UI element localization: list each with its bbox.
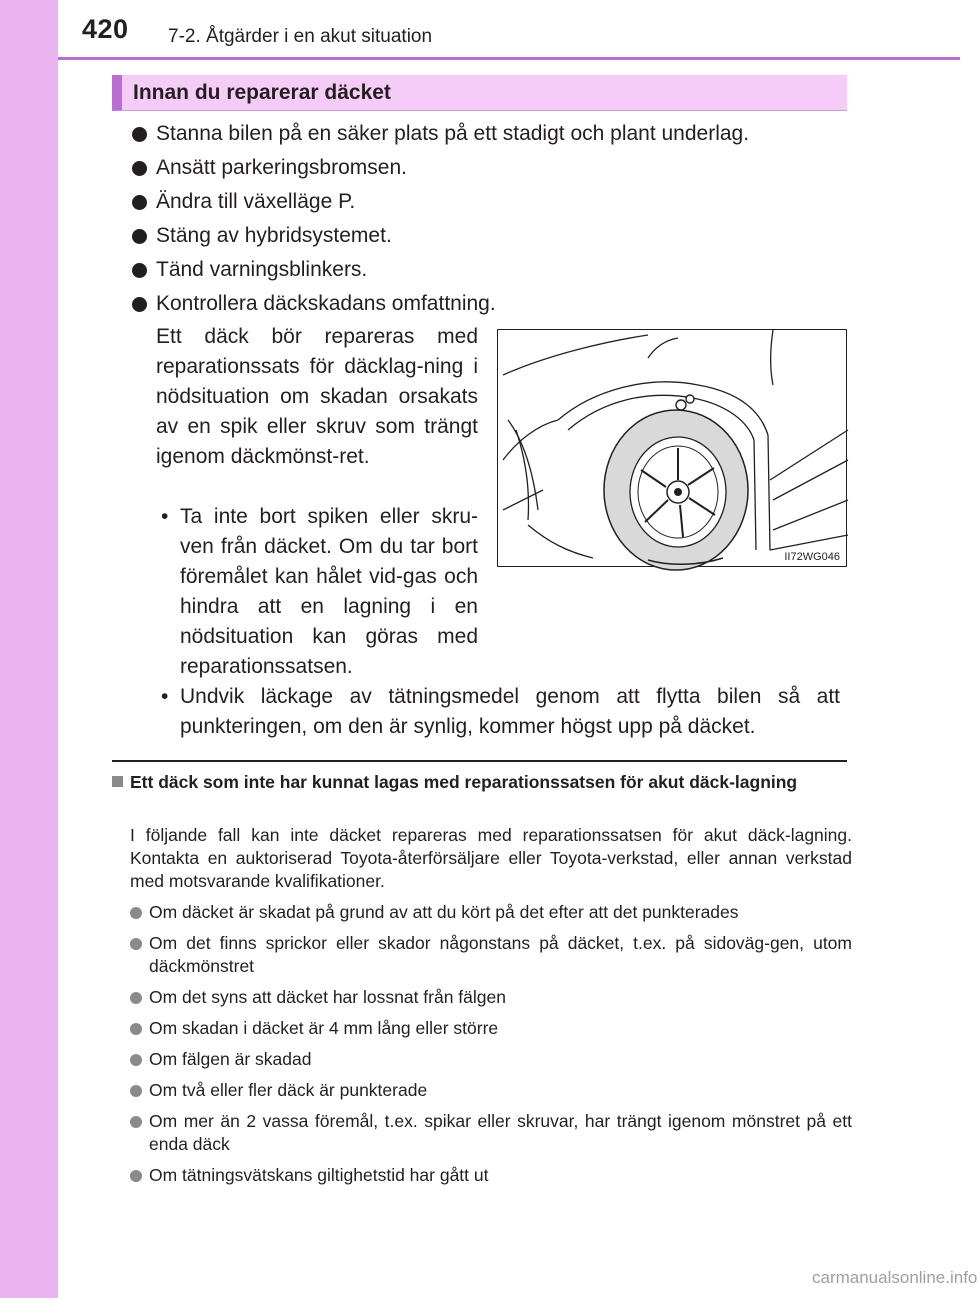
header-divider — [58, 57, 960, 60]
bullet-icon — [130, 992, 142, 1004]
note-avoid-leak: • Undvik läckage av tätningsmedel genom att flytta bilen så att punkteringen, om den är synlig, kommer högst upp på däcket. — [156, 682, 840, 742]
bullet-icon — [130, 907, 142, 919]
bullet-icon — [132, 297, 147, 312]
flat-tire-illustration — [497, 329, 847, 567]
note-bullet: • — [161, 505, 169, 528]
bullet-icon — [132, 127, 147, 142]
list-item: Tänd varningsblinkers. — [130, 256, 860, 290]
list-item: Om mer än 2 vassa föremål, t.ex. spikar eller skruvar, har trängt igenom mönstret på ett enda däck — [130, 1110, 852, 1156]
list-item: Stäng av hybridsystemet. — [130, 222, 860, 256]
bullet-icon — [130, 1023, 142, 1035]
figure-code: II72WG046 — [784, 551, 840, 563]
list-item: Ändra till växelläge P. — [130, 188, 860, 222]
info-body: I följande fall kan inte däcket repareras med reparationssatsen för akut däck-lagning. Kontakta en auktoriserad Toyota-återförsäljare eller Toyota-verkstad, eller annan verkstad med motsvarande kvalifikationer. — [130, 825, 852, 891]
page-number: 420 — [82, 14, 129, 44]
list-item: Ansätt parkeringsbromsen. — [130, 154, 860, 188]
section-heading: Innan du reparerar däcket — [133, 81, 391, 104]
condition-list — [130, 901, 852, 1187]
square-bullet-icon — [112, 776, 123, 787]
watermark: carmanualsonline.info — [812, 1268, 977, 1287]
bullet-icon — [130, 1085, 142, 1097]
bullet-icon — [130, 938, 142, 950]
list-item: Stanna bilen på en säker plats på ett stadigt och plant underlag. — [130, 120, 860, 154]
list-item: Om fälgen är skadad — [130, 1048, 852, 1071]
list-item: Om skadan i däcket är 4 mm lång eller större — [130, 1017, 852, 1040]
section-title: 7-2. Åtgärder i en akut situation — [168, 26, 433, 47]
bullet-icon — [132, 229, 147, 244]
bullet-icon — [130, 1116, 142, 1128]
list-item: Om däcket är skadat på grund av att du kört på det efter att det punkterades — [130, 901, 852, 924]
bullet-icon — [132, 161, 147, 176]
bullet-icon — [130, 1170, 142, 1182]
note-bullet: • — [161, 685, 169, 708]
list-item: Om tätningsvätskans giltighetstid har gått ut — [130, 1164, 852, 1187]
page-sidebar-tab — [0, 0, 58, 1298]
list-item: Om det finns sprickor eller skador någonstans på däcket, t.ex. på sidoväg-gen, utom däckmönstret — [130, 932, 852, 978]
section-heading-box — [112, 75, 847, 111]
list-item: Om två eller fler däck är punkterade — [130, 1079, 852, 1102]
bullet-icon — [130, 1054, 142, 1066]
list-item: Kontrollera däckskadans omfattning. — [130, 290, 860, 324]
preparation-list — [130, 120, 860, 324]
info-heading: Ett däck som inte har kunnat lagas med reparationssatsen för akut däck-lagning — [112, 770, 852, 794]
bullet-icon — [132, 263, 147, 278]
flat-tire-drawing — [498, 330, 848, 568]
list-item: Om det syns att däcket har lossnat från fälgen — [130, 986, 852, 1009]
bullet-icon — [132, 195, 147, 210]
repair-paragraph: Ett däck bör repareras med reparationssats för däcklag-ning i nödsituation om skadan orsakats av en spik eller skruv som trängt igenom däckmönst-ret. — [156, 325, 478, 468]
section-divider — [112, 760, 847, 762]
note-remove-nail: • Ta inte bort spiken eller skru-ven från däcket. Om du tar bort föremålet kan hålet vid-gas och hindra att en lagning i en nödsituation kan göras med reparationssatsen. — [156, 502, 478, 682]
